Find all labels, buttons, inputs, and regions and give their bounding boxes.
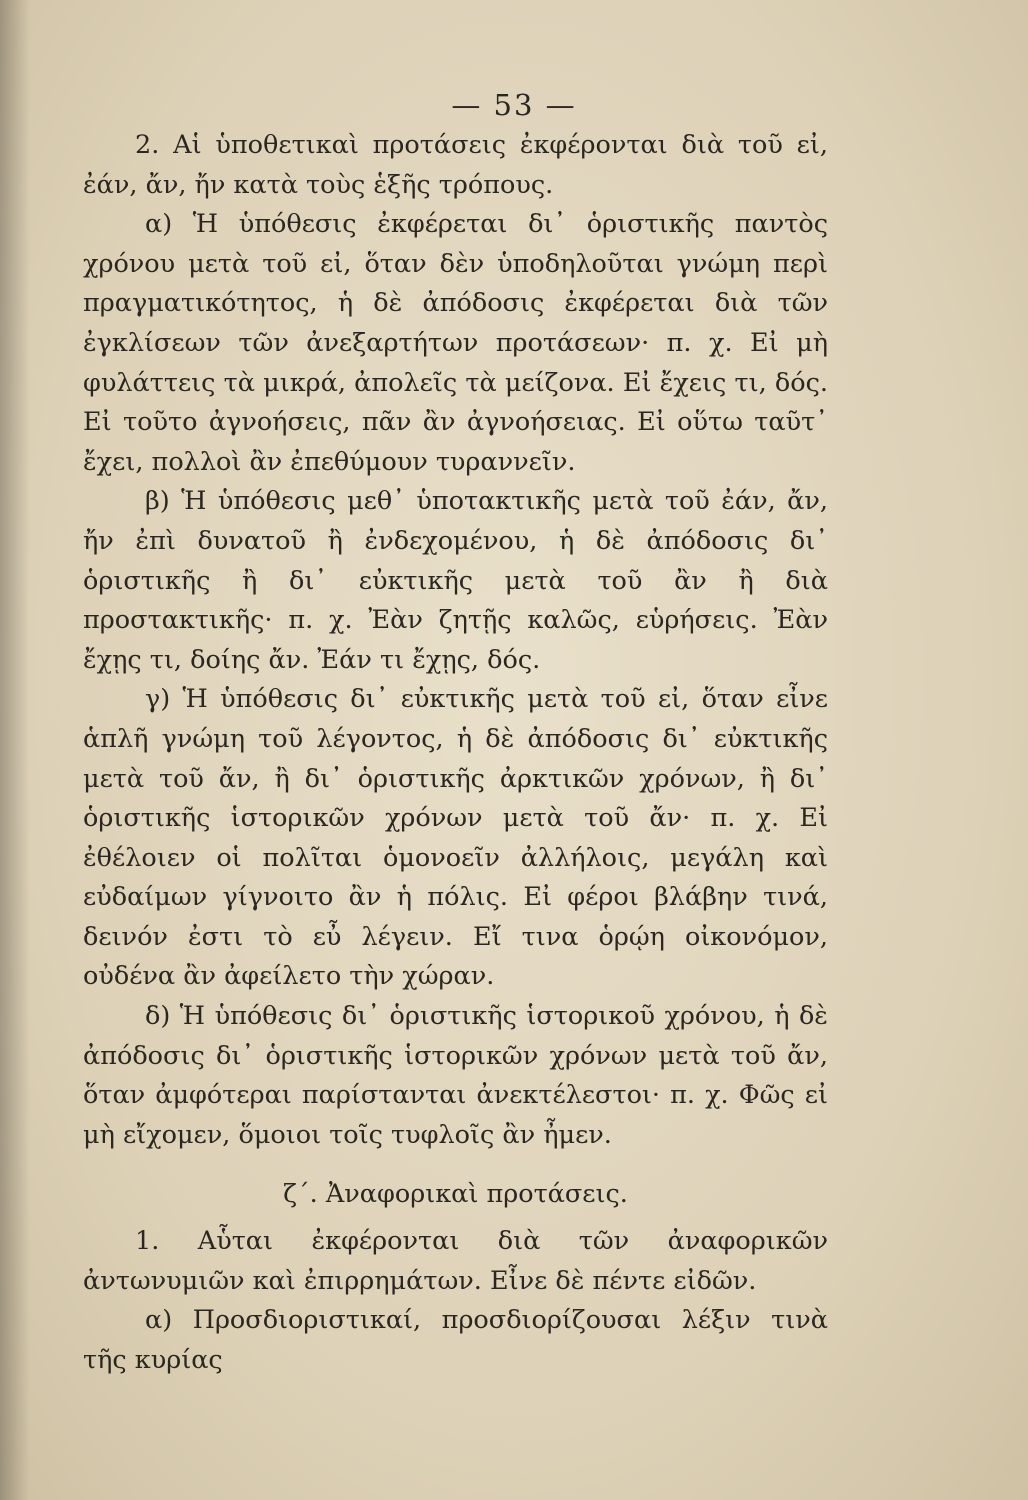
paragraph-beta: β) Ἡ ὑπόθεσις μεθ᾽ ὑποτακτικῆς μετὰ τοῦ ἐάν, ἄν, ἤν ἐπὶ δυνατοῦ ἢ ἐνδεχομένου, ἡ δὲ ἀπόδοσις δι᾽ ὁριστικῆς ἢ δι᾽ εὐκτικῆς μετὰ τοῦ ἂν ἢ διὰ προστακτικῆς· π. χ. Ἐὰν ζητῇς καλῶς, εὑρήσεις. Ἐὰν ἔχῃς τι, δοίης ἄν. Ἐάν τι ἔχῃς, δός.	[83, 486, 828, 675]
binding-shadow	[0, 0, 30, 1500]
paragraph-1: 1. Αὗται ἐκφέρονται διὰ τῶν ἀναφορικῶν ἀντωνυμιῶν καὶ ἐπιρρημάτων. Εἶνε δὲ πέντε εἰδῶν.	[83, 1226, 828, 1296]
paragraph-2: 2. Αἱ ὑποθετικαὶ προτάσεις ἐκφέρονται διὰ τοῦ εἰ, ἐάν, ἄν, ἤν κατὰ τοὺς ἑξῆς τρόπους.	[83, 130, 828, 200]
paragraph-alpha: α) Ἡ ὑπόθεσις ἐκφέρεται δι᾽ ὁριστικῆς παντὸς χρόνου μετὰ τοῦ εἰ, ὅταν δὲν ὑποδηλοῦται γνώμη περὶ πραγματικότητος, ἡ δὲ ἀπόδοσις ἐκφέρεται διὰ τῶν ἐγκλίσεων τῶν ἀνεξαρτήτων προτάσεων· π. χ. Εἰ μὴ φυλάττεις τὰ μικρά, ἀπολεῖς τὰ μείζονα. Εἰ ἔχεις τι, δός. Εἰ τοῦτο ἀγνοήσεις, πᾶν ἂν ἀγνοήσειας. Εἰ οὕτω ταῦτ᾽ ἔχει, πολλοὶ ἂν ἐπεθύμουν τυραννεῖν.	[83, 209, 828, 477]
paragraph-alpha-2: α) Προσδιοριστικαί, προσδιορίζουσαι λέξιν τινὰ τῆς κυρίας	[83, 1305, 828, 1375]
page-number: — 53 —	[451, 88, 577, 122]
section-heading: ζ΄. Ἀναφορικαὶ προτάσεις.	[283, 1179, 628, 1210]
paragraph-gamma: γ) Ἡ ὑπόθεσις δι᾽ εὐκτικῆς μετὰ τοῦ εἰ, ὅταν εἶνε ἁπλῆ γνώμη τοῦ λέγοντος, ἡ δὲ ἀπόδοσις δι᾽ εὐκτικῆς μετὰ τοῦ ἄν, ἢ δι᾽ ὁριστικῆς ἀρκτικῶν χρόνων, ἢ δι᾽ ὁριστικῆς ἱστορικῶν χρόνων μετὰ τοῦ ἄν· π. χ. Εἰ ἐθέλοιεν οἱ πολῖται ὁμονοεῖν ἀλλήλοις, μεγάλη καὶ εὐδαίμων γίγνοιτο ἂν ἡ πόλις. Εἰ φέροι βλάβην τινά, δεινόν ἐστι τὸ εὖ λέγειν. Εἴ τινα ὁρῴη οἰκονόμον, οὐδένα ἂν ἀφείλετο τὴν χώραν.	[83, 684, 828, 992]
body-text	[83, 126, 828, 1380]
paragraph-delta: δ) Ἡ ὑπόθεσις δι᾽ ὁριστικῆς ἱστορικοῦ χρόνου, ἡ δὲ ἀπόδοσις δι᾽ ὁριστικῆς ἱστορικῶν χρόνων μετὰ τοῦ ἄν, ὅταν ἀμφότεραι παρίστανται ἀνεκτέλεστοι· π. χ. Φῶς εἰ μὴ εἴχομεν, ὅμοιοι τοῖς τυφλοῖς ἂν ἦμεν.	[83, 1001, 828, 1150]
